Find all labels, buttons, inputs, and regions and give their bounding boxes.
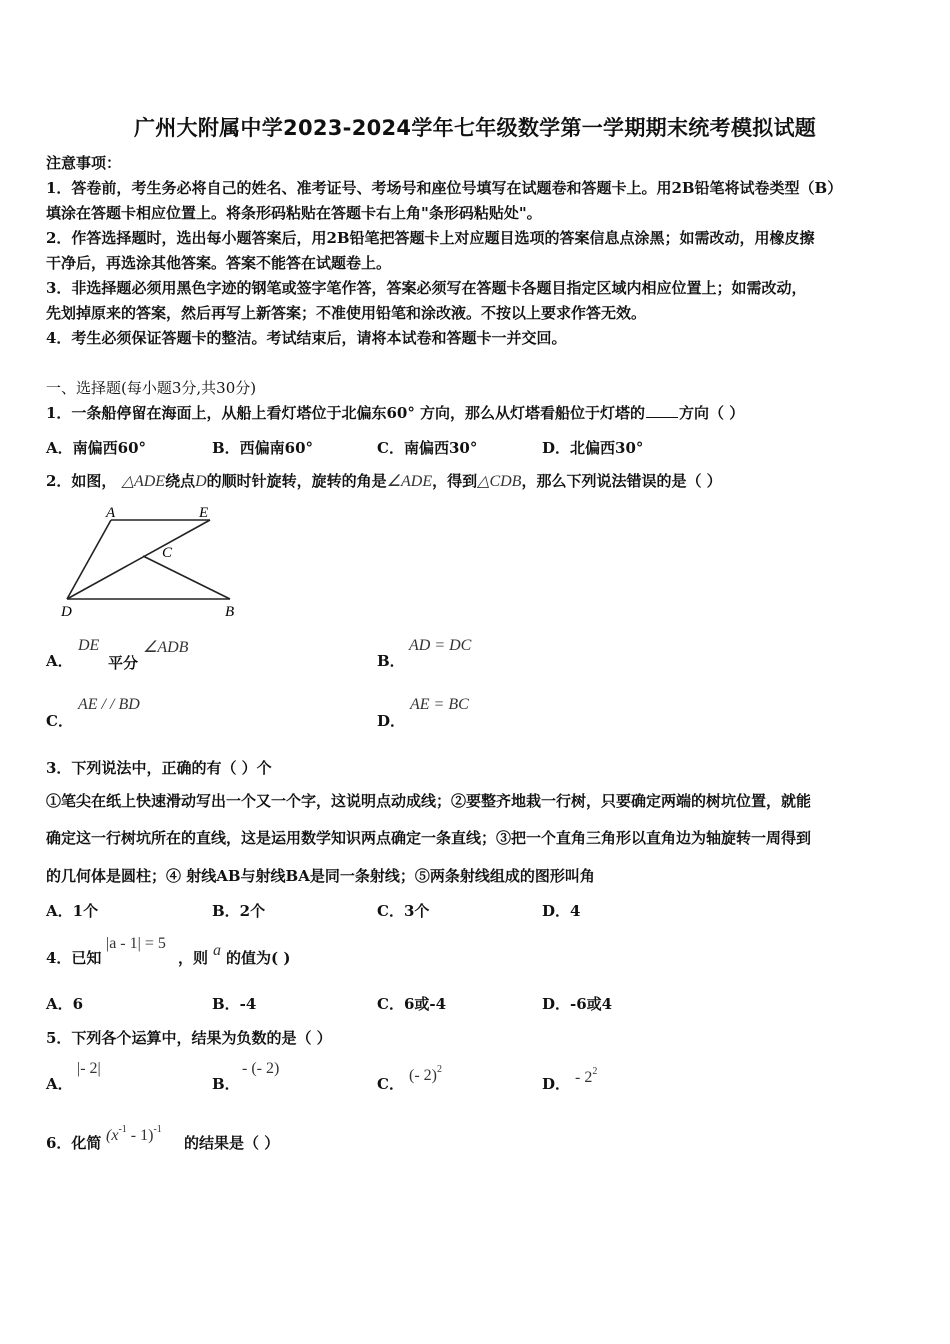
q4-option-d: D．-6或4 (542, 995, 613, 1013)
q4-math-a: a (213, 942, 221, 959)
q2-text: 绕点 (165, 472, 196, 490)
q4-math-abs: |a - 1| = 5 (106, 935, 166, 952)
q3-option-c: C．3个 (377, 902, 430, 920)
q5-c-exponent: 2 (436, 1064, 442, 1075)
q6-text: 6．化简 (46, 1134, 102, 1152)
q5-d-exponent: 2 (592, 1066, 598, 1077)
q5-c-base: (- 2) (409, 1067, 437, 1084)
q5-option-b-label: B． (212, 1075, 240, 1093)
notice-line: 3．非选择题必须用黑色字迹的钢笔或签字笔作答，答案必须写在答题卡各题目指定区域内相应位置上；如需改动， (46, 279, 807, 297)
notice-line: 4．考生必须保证答题卡的整洁。考试结束后，请将本试卷和答题卡一并交回。 (46, 329, 567, 347)
notice-heading: 注意事项： (46, 154, 122, 172)
q1-option-a: A．南偏西60° (46, 439, 147, 457)
q2-option-c-math: AE / / BD (78, 696, 140, 713)
question-3-stem: 3．下列说法中，正确的有（ ）个 (46, 759, 272, 777)
q2-option-a-text: 平分 (108, 654, 139, 672)
q2-option-c-label: C． (46, 712, 73, 730)
label-d: D (61, 604, 72, 620)
label-e: E (199, 505, 209, 521)
q4-text: 4．已知 (46, 949, 102, 967)
q3-text-line: 的几何体是圆柱；④ 射线AB与射线BA是同一条射线；⑤两条射线组成的图形叫角 (46, 867, 595, 885)
notice-line: 2．作答选择题时，选出每小题答案后，用2B铅笔把答题卡上对应题目选项的答案信息点涂黑；如需改动，用橡皮擦 (46, 229, 815, 247)
q5-option-c-math (409, 1064, 442, 1085)
q4-option-b: B．-4 (212, 995, 257, 1013)
q6-math-exp2: -1 (153, 1124, 162, 1135)
label-b: B (225, 604, 235, 620)
notice-line: 1．答卷前，考生务必将自己的姓名、准考证号、考场号和座位号填写在试题卷和答题卡上。用2B铅笔将试卷类型（B） (46, 179, 843, 197)
q5-option-b-math: - (- 2) (242, 1060, 280, 1077)
q6-math-base: (x (106, 1127, 119, 1144)
page-title: 广州大附属中学2023-2024学年七年级数学第一学期期末统考模拟试题 (133, 116, 817, 140)
q6-math (106, 1124, 162, 1145)
label-a: A (106, 505, 116, 521)
q2-text: ，那么下列说法错误的是（ ） (521, 472, 722, 490)
q3-text-line: 确定这一行树坑所在的直线，这是运用数学知识两点确定一条直线；③把一个直角三角形以直角边为轴旋转一周得到 (46, 829, 812, 847)
q5-option-d-label: D． (542, 1075, 571, 1093)
q5-option-a-math: |- 2| (77, 1060, 101, 1077)
q5-option-c-label: C． (377, 1075, 404, 1093)
q2-option-b-math: AD = DC (409, 637, 472, 654)
section-heading: 一、选择题(每小题3分,共30分) (46, 379, 257, 397)
q2-math-point-d: D (195, 473, 207, 490)
q6-text: 的结果是（ ） (184, 1134, 280, 1152)
q2-math-angle-ade: ∠ADE (386, 473, 433, 490)
q2-option-b-label: B． (377, 652, 405, 670)
segment-cb (143, 556, 230, 599)
q2-option-d-math: AE = BC (410, 696, 469, 713)
q2-text: 2．如图， (46, 472, 117, 490)
q3-option-d: D．4 (542, 902, 581, 920)
q2-figure (55, 500, 255, 622)
q6-math-exp1: -1 (118, 1124, 127, 1135)
q1-stem-b: 方向（ ） (679, 404, 745, 422)
label-c: C (162, 545, 173, 561)
q2-text: ，得到 (432, 472, 478, 490)
q2-math-triangle-cdb: △CDB (477, 473, 522, 490)
q1-option-d: D．北偏西30° (542, 439, 644, 457)
question-5-stem: 5．下列各个运算中，结果为负数的是（ ） (46, 1029, 332, 1047)
q3-option-a: A．1个 (46, 902, 99, 920)
q2-option-a-label: A． (46, 652, 73, 670)
notice-line: 干净后，再选涂其他答案。答案不能答在试题卷上。 (46, 254, 392, 272)
q4-text: ，则 (178, 949, 209, 967)
q6-math-mid: - 1) (126, 1127, 154, 1144)
answer-blank (646, 405, 678, 418)
q2-option-a-math2: ∠ADB (143, 639, 189, 656)
q4-option-a: A．6 (46, 995, 84, 1013)
q5-option-a-label: A． (46, 1075, 73, 1093)
q4-text: 的值为( ) (226, 949, 291, 967)
q3-text-line: ①笔尖在纸上快速滑动写出一个又一个字，这说明点动成线；②要整齐地栽一行树，只要确定两端的树坑位置，就能 (46, 792, 812, 810)
q1-option-c: C．南偏西30° (377, 439, 478, 457)
q5-option-d-math (575, 1066, 597, 1087)
q2-option-d-label: D． (377, 712, 406, 730)
question-1-stem (46, 402, 744, 423)
q2-option-a-math1: DE (78, 637, 100, 654)
q2-math-triangle-ade: △ADE (121, 473, 166, 490)
q5-d-base: - 2 (575, 1069, 593, 1086)
notice-line: 填涂在答题卡相应位置上。将条形码粘贴在答题卡右上角"条形码粘贴处"。 (46, 204, 542, 222)
q4-option-c: C．6或-4 (377, 995, 447, 1013)
q1-option-b: B．西偏南60° (212, 439, 314, 457)
q1-stem-a: 1．一条船停留在海面上，从船上看灯塔位于北偏东60° 方向，那么从灯塔看船位于灯塔的 (46, 404, 646, 422)
question-2-stem (46, 470, 722, 491)
q2-text: 的顺时针旋转，旋转的角是 (206, 472, 387, 490)
q3-option-b: B．2个 (212, 902, 266, 920)
notice-line: 先划掉原来的答案，然后再写上新答案；不准使用铅笔和涂改液。不按以上要求作答无效。 (46, 304, 647, 322)
